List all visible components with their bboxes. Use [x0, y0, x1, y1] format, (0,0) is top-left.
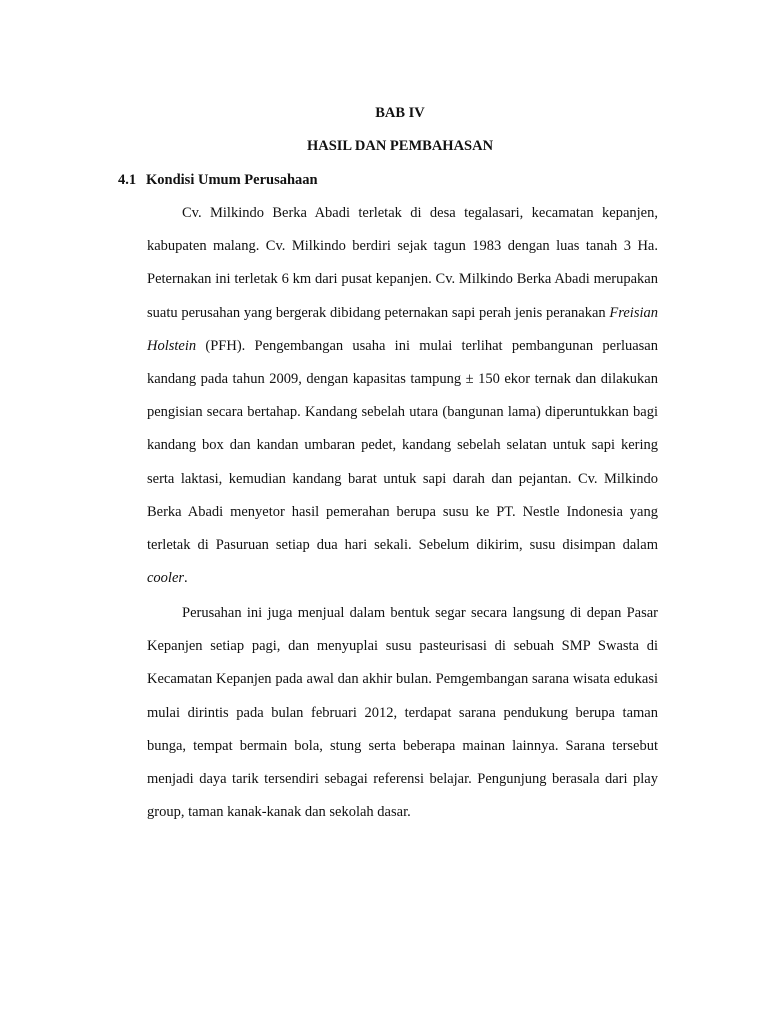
paragraph-1	[147, 197, 658, 595]
section-number: 4.1	[118, 172, 137, 188]
paragraph-2	[147, 597, 658, 829]
paragraph-1-italic-term: Freisian Holstein	[147, 304, 658, 354]
section-title: Kondisi Umum Perusahaan	[146, 172, 318, 188]
paragraph-1-text-c: .	[184, 570, 188, 587]
chapter-heading: BAB IV	[375, 105, 425, 121]
paragraph-1-text-b: (PFH). Pengembangan usaha ini mulai terlihat pembangunan perluasan kandang pada tahun 2009, dengan kapasitas tampung ± 150 ekor ternak dan dilakukan pengisian secara bertahap. Kandang sebelah utara (bangunan lama) diperuntukkan bagi kandang box dan kandan umbaran pedet, kandang sebelah selatan untuk sapi kering serta laktasi, kemudian kandang barat untuk sapi darah dan pejantan. Cv. Milkindo Berka Abadi menyetor hasil pemerahan berupa susu ke PT. Nestle Indonesia yang terletak di Pasuruan setiap dua hari sekali. Sebelum dikirim, susu disimpan dalam	[147, 337, 658, 554]
paragraph-1-text-a: Cv. Milkindo Berka Abadi terletak di desa tegalasari, kecamatan kepanjen, kabupaten malang. Cv. Milkindo berdiri sejak tagun 1983 dengan luas tanah 3 Ha. Peternakan ini terletak 6 km dari pusat kepanjen. Cv. Milkindo Berka Abadi merupakan suatu perusahan yang bergerak dibidang peternakan sapi perah jenis peranakan	[147, 205, 658, 321]
paragraph-2-text: Perusahan ini juga menjual dalam bentuk segar secara langsung di depan Pasar Kepanjen setiap pagi, dan menyuplai susu pasteurisasi di sebuah SMP Swasta di Kecamatan Kepanjen pada awal dan akhir bulan. Pemgembangan sarana wisata edukasi mulai dirintis pada bulan februari 2012, terdapat sarana pendukung berupa taman bunga, tempat bermain bola, stung serta beberapa mainan lainnya. Sarana tersebut menjadi daya tarik tersendiri sebagai referensi belajar. Pengunjung berasala dari play group, taman kanak-kanak dan sekolah dasar.	[147, 605, 658, 821]
section-heading	[118, 171, 318, 189]
chapter-title: HASIL DAN PEMBAHASAN	[306, 138, 494, 154]
paragraph-1-italic-cooler: cooler	[147, 570, 185, 587]
